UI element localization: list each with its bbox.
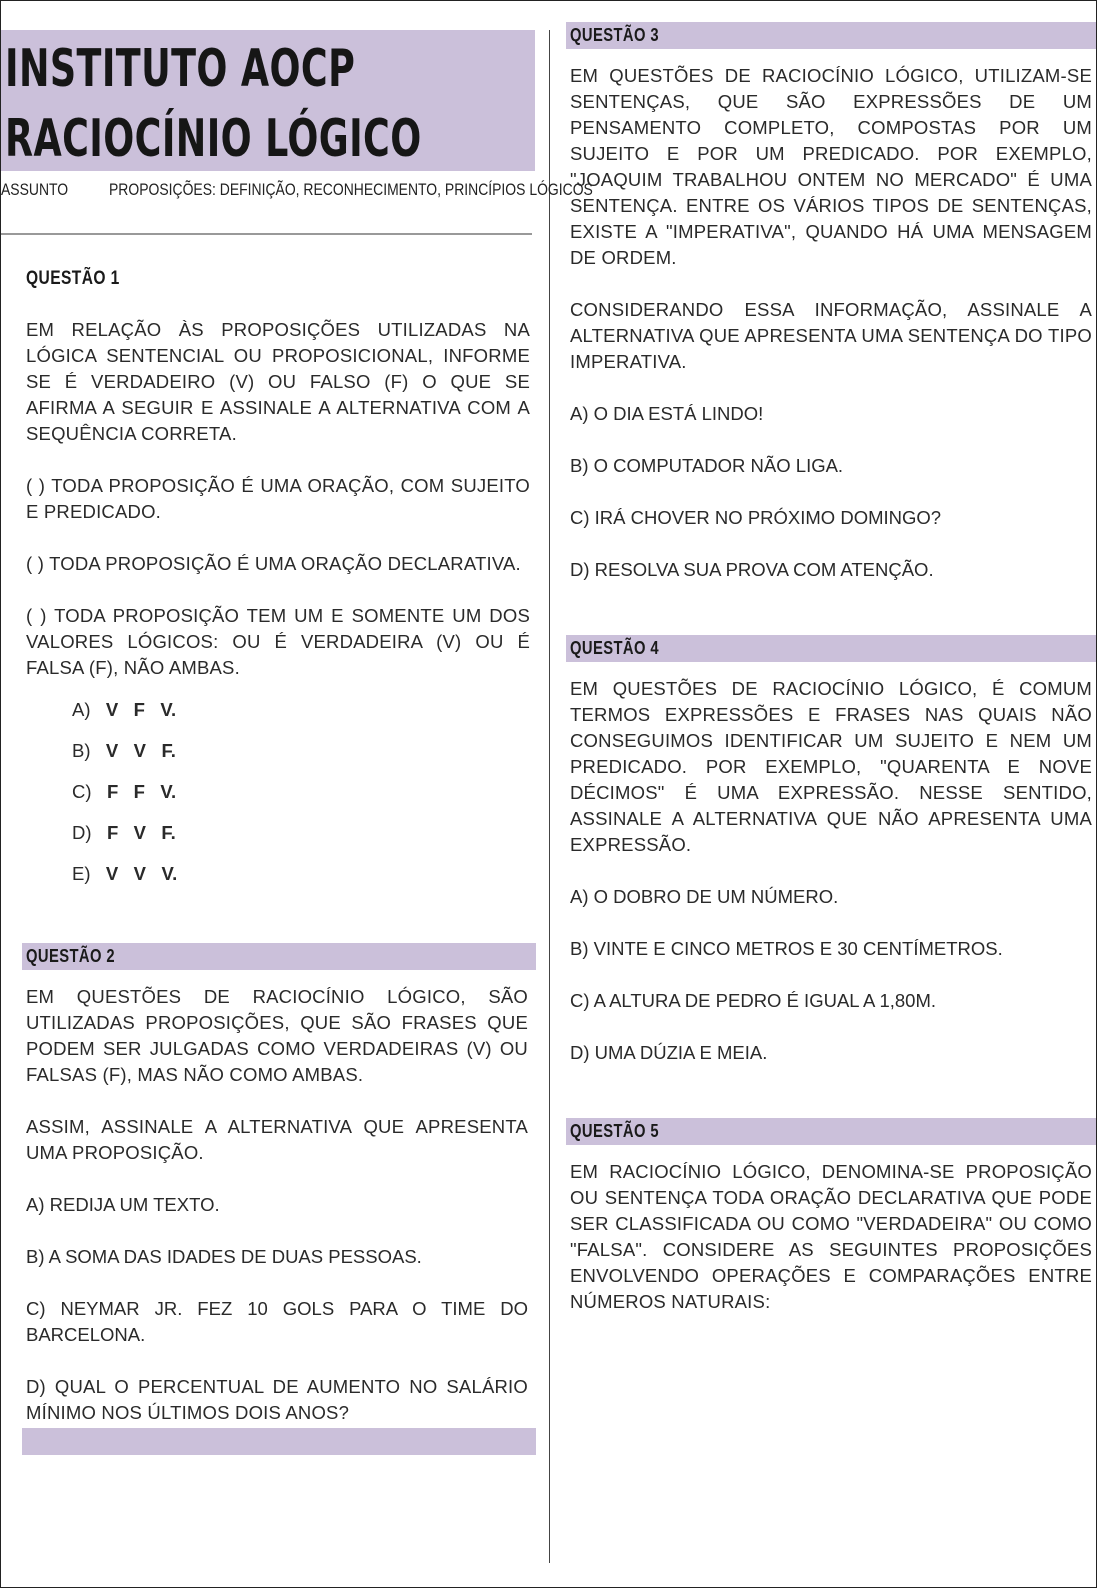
question-3-title-bar bbox=[566, 22, 1096, 49]
question-1-item: ( ) TODA PROPOSIÇÃO É UMA ORAÇÃO, COM SUJEITO E PREDICADO. bbox=[26, 475, 530, 522]
subject-label: ASSUNTO bbox=[1, 180, 69, 199]
question-2-option-c[interactable]: C) NEYMAR JR. FEZ 10 GOLS PARA O TIME DO BARCELONA. bbox=[26, 1298, 528, 1345]
subject-row bbox=[1, 177, 593, 203]
question-3-option-d[interactable]: D) RESOLVA SUA PROVA COM ATENÇÃO. bbox=[570, 559, 934, 580]
question-1-option-d[interactable] bbox=[26, 820, 530, 846]
question-4-option-b[interactable]: B) VINTE E CINCO METROS E 30 CENTÍMETROS. bbox=[570, 938, 1003, 959]
header-divider bbox=[1, 233, 532, 235]
question-1-item: ( ) TODA PROPOSIÇÃO TEM UM E SOMENTE UM DOS VALORES LÓGICOS: OU É VERDADEIRA (V) OU É FALSA (F), NÃO AMBAS. bbox=[26, 605, 530, 678]
question-4-title: QUESTÃO 4 bbox=[570, 638, 659, 658]
question-3-title: QUESTÃO 3 bbox=[570, 25, 659, 45]
question-3-prompt: CONSIDERANDO ESSA INFORMAÇÃO, ASSINALE A ALTERNATIVA QUE APRESENTA UMA SENTENÇA DO TIPO IMPERATIVA. bbox=[570, 299, 1092, 372]
option-sequence: F F V. bbox=[106, 781, 177, 802]
option-letter: E) bbox=[72, 863, 91, 884]
question-5-title: QUESTÃO 5 bbox=[570, 1121, 659, 1141]
title-box bbox=[1, 30, 535, 171]
question-2-title: QUESTÃO 2 bbox=[26, 946, 115, 966]
page-title: INSTITUTO AOCP bbox=[5, 39, 356, 99]
question-1-statement: EM RELAÇÃO ÀS PROPOSIÇÕES UTILIZADAS NA LÓGICA SENTENCIAL OU PROPOSICIONAL, INFORME SE É VERDADEIRO (V) OU FALSO (F) O QUE SE AFIRMA A SEGUIR E ASSINALE A ALTERNATIVA COM A SEQUÊNCIA CORRETA. bbox=[26, 319, 530, 444]
question-4 bbox=[566, 635, 1096, 1066]
question-4-option-c[interactable]: C) A ALTURA DE PEDRO É IGUAL A 1,80M. bbox=[570, 990, 937, 1011]
question-3-statement: EM QUESTÕES DE RACIOCÍNIO LÓGICO, UTILIZAM-SE SENTENÇAS, QUE SÃO EXPRESSÕES DE UM PENSAMENTO COMPLETO, COMPOSTAS POR UM SUJEITO E POR UM PREDICADO. POR EXEMPLO, "JOAQUIM TRABALHOU ONTEM NO MERCADO" É UMA SENTENÇA. ENTRE OS VÁRIOS TIPOS DE SENTENÇAS, EXISTE A "IMPERATIVA", QUANDO HÁ UMA MENSAGEM DE ORDEM. bbox=[570, 65, 1092, 268]
question-1-option-a[interactable] bbox=[26, 697, 530, 723]
question-5 bbox=[566, 1118, 1096, 1315]
left-column bbox=[1, 30, 593, 1455]
question-4-option-d[interactable]: D) UMA DÚZIA E MEIA. bbox=[570, 1042, 768, 1063]
right-column bbox=[566, 22, 1096, 1315]
question-2-title-bar bbox=[22, 943, 536, 970]
question-4-option-a[interactable]: A) O DOBRO DE UM NÚMERO. bbox=[570, 886, 839, 907]
question-2-option-a[interactable]: A) REDIJA UM TEXTO. bbox=[26, 1194, 220, 1215]
page-subtitle: RACIOCÍNIO LÓGICO bbox=[5, 109, 422, 169]
option-letter: D) bbox=[72, 822, 92, 843]
question-1-option-e[interactable] bbox=[26, 861, 530, 887]
question-1 bbox=[1, 267, 536, 887]
question-1-option-c[interactable] bbox=[26, 779, 530, 805]
question-2-option-b[interactable]: B) A SOMA DAS IDADES DE DUAS PESSOAS. bbox=[26, 1246, 422, 1267]
option-letter: B) bbox=[72, 740, 91, 761]
question-2-footer-bar bbox=[22, 1428, 536, 1455]
question-3-option-b[interactable]: B) O COMPUTADOR NÃO LIGA. bbox=[570, 455, 844, 476]
option-sequence: V V V. bbox=[105, 863, 178, 884]
question-4-statement: EM QUESTÕES DE RACIOCÍNIO LÓGICO, É COMUM TERMOS EXPRESSÕES E FRASES NAS QUAIS NÃO CONSEGUIMOS IDENTIFICAR UM SUJEITO E NEM UM PREDICADO. POR EXEMPLO, "QUARENTA E NOVE DÉCIMOS" É UMA EXPRESSÃO. NESSE SENTIDO, ASSINALE A ALTERNATIVA QUE NÃO APRESENTA UMA EXPRESSÃO. bbox=[570, 678, 1092, 855]
question-3-option-a[interactable]: A) O DIA ESTÁ LINDO! bbox=[570, 403, 764, 424]
option-sequence: F V F. bbox=[106, 822, 176, 843]
question-1-item: ( ) TODA PROPOSIÇÃO É UMA ORAÇÃO DECLARATIVA. bbox=[26, 553, 521, 574]
question-3-option-c[interactable]: C) IRÁ CHOVER NO PRÓXIMO DOMINGO? bbox=[570, 507, 942, 528]
subject-value: PROPOSIÇÕES: DEFINIÇÃO, RECONHECIMENTO, PRINCÍPIOS LÓGICOS bbox=[108, 180, 593, 199]
question-1-option-b[interactable] bbox=[26, 738, 530, 764]
question-3 bbox=[566, 22, 1096, 583]
question-2-statement: EM QUESTÕES DE RACIOCÍNIO LÓGICO, SÃO UTILIZADAS PROPOSIÇÕES, QUE SÃO FRASES QUE PODEM SER JULGADAS COMO VERDADEIRAS (V) OU FALSAS (F), MAS NÃO COMO AMBAS. bbox=[26, 986, 528, 1085]
column-divider bbox=[549, 30, 550, 1563]
question-5-title-bar bbox=[566, 1118, 1096, 1145]
question-1-title: QUESTÃO 1 bbox=[26, 268, 120, 289]
question-2-prompt: ASSIM, ASSINALE A ALTERNATIVA QUE APRESENTA UMA PROPOSIÇÃO. bbox=[26, 1116, 528, 1163]
option-sequence: V F V. bbox=[105, 699, 177, 720]
option-letter: A) bbox=[72, 699, 91, 720]
question-5-statement: EM RACIOCÍNIO LÓGICO, DENOMINA-SE PROPOSIÇÃO OU SENTENÇA TODA ORAÇÃO DECLARATIVA QUE PODE SER CLASSIFICADA OU COMO "VERDADEIRA" OU COMO "FALSA". CONSIDERE AS SEGUINTES PROPOSIÇÕES ENVOLVENDO OPERAÇÕES E COMPARAÇÕES ENTRE NÚMEROS NATURAIS: bbox=[570, 1161, 1092, 1312]
question-2 bbox=[1, 943, 536, 1455]
question-4-title-bar bbox=[566, 635, 1096, 662]
option-letter: C) bbox=[72, 781, 92, 802]
option-sequence: V V F. bbox=[105, 740, 176, 761]
question-2-option-d[interactable]: D) QUAL O PERCENTUAL DE AUMENTO NO SALÁRIO MÍNIMO NOS ÚLTIMOS DOIS ANOS? bbox=[26, 1376, 528, 1423]
